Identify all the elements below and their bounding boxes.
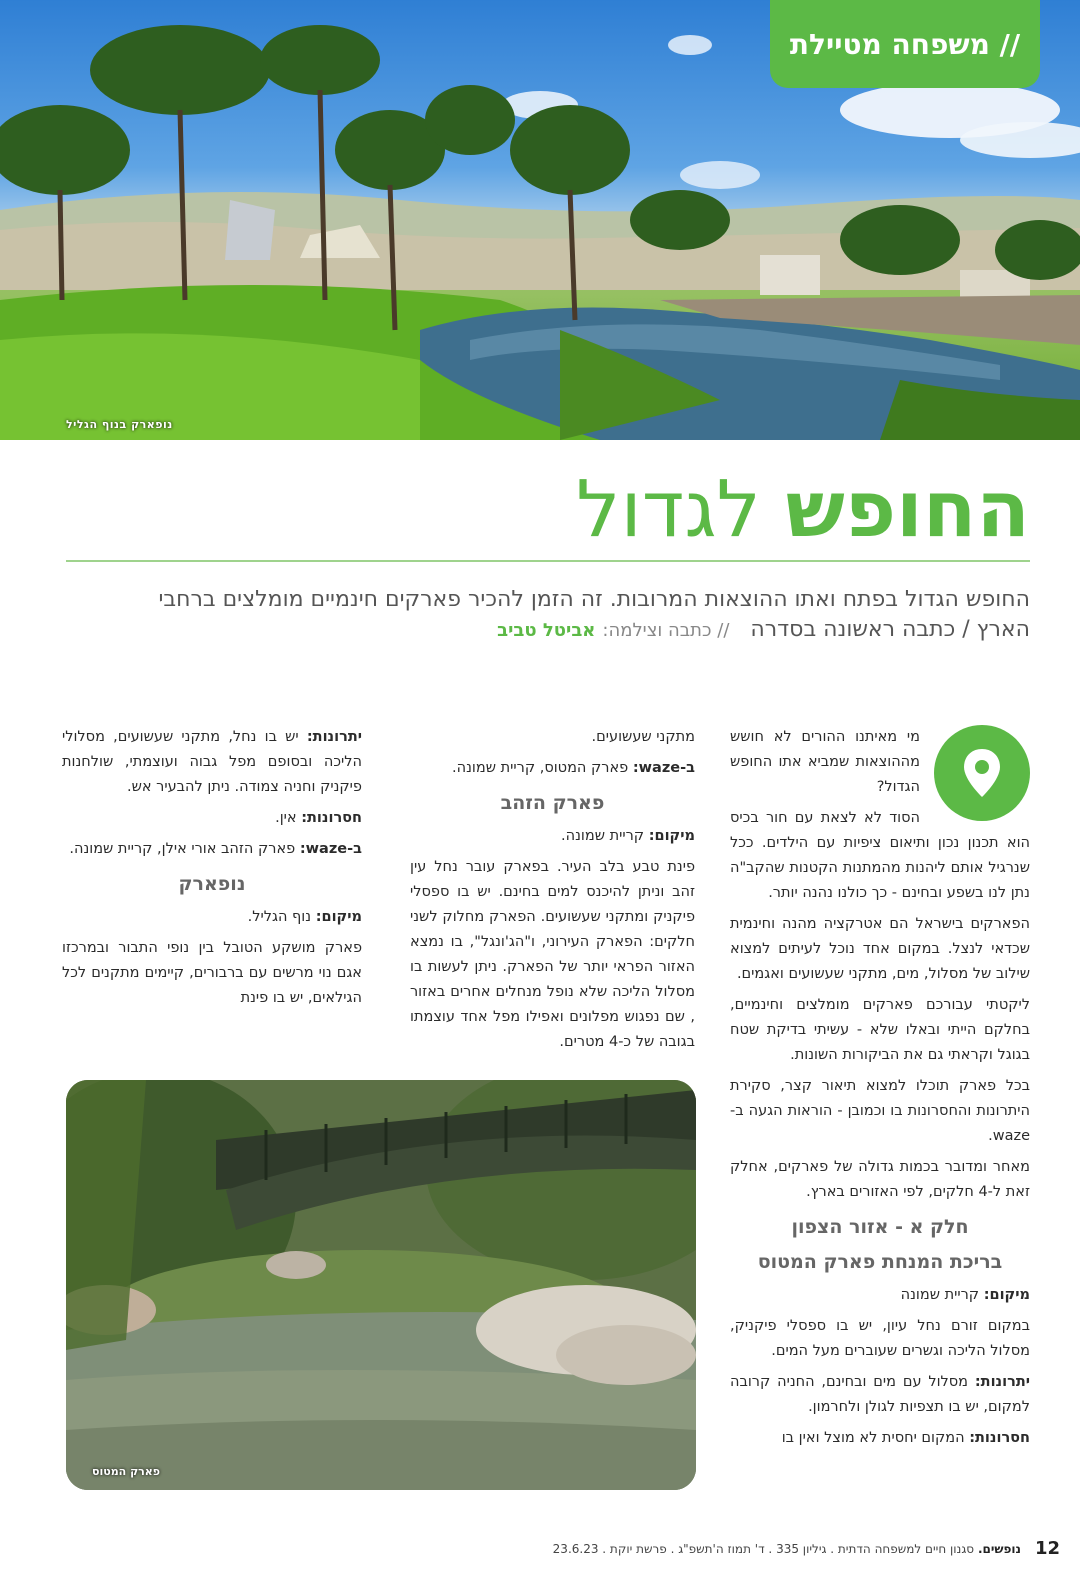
title-light-word: לגדול — [576, 465, 786, 555]
intro-paragraph-1: מי מאיתנו ההורים לא חושש מההוצאות שמביא אתו החופש הגדול? — [730, 729, 920, 795]
park-pros: יתרונות: יש בו נחל, מתקני שעשועים, מסלולי הליכה ובסופם מפל גבוה ועוצמתי, שולחנות פיקניק וחניה צמודה. ניתן להבעיר אש. — [62, 729, 362, 795]
park-waze: ב-waze: פארק הזהב אורי אילן, קריית שמונה. — [69, 841, 362, 857]
park-heading-nofpark: נופארק — [178, 873, 246, 895]
hero-photo-caption: נופארק בנוף הגליל — [66, 418, 173, 431]
intro-paragraph-4: ליקטתי עבורכם פארקים מומלצים וחינמיים, בחלקם הייתי ובאלו שלא - עשיתי בדיקת שטח בגוגל וקראתי גם את הביקורות השונות. — [730, 997, 1030, 1063]
map-pin-icon — [934, 725, 1030, 821]
park-heading-zahav: פארק הזהב — [500, 792, 605, 814]
bridge-photo — [66, 1080, 696, 1490]
park-cons: חסרונות: המקום יחסית לא מוצל ואין בו — [781, 1430, 1030, 1446]
continued-text: מתקני שעשועים. — [591, 729, 695, 745]
park-cons: חסרונות: אין. — [275, 810, 362, 826]
page-number: 12 — [1034, 1538, 1060, 1559]
title-bold-word: החופש — [785, 465, 1030, 555]
author-name: אביטל טביב — [497, 620, 596, 641]
part-heading: חלק א - אזור הצפון — [791, 1216, 969, 1238]
park-location: מיקום: קריית שמונה. — [561, 828, 695, 844]
park-description: במקום זורם נחל עיון, יש בו ספסלי פיקניק, מסלול הליכה וגשרים שעוברים מעל המים. — [730, 1318, 1030, 1359]
park-location: מיקום: נוף הגליל. — [247, 909, 362, 925]
issue-info: סגנון חיים למשפחה הדתית . גיליון 335 . ד' תמוז ה'תשפ"ג . פרשת יוקת . 23.6.23 — [552, 1541, 975, 1556]
intro-paragraph-3: הפארקים בישראל הם אטרקציה מהנה וחינמית שכדאי לנצל. במקום אחד נוכל לעיתים למצוא שילוב של מסלול, מים, מתקני שעשועים ואגמים. — [730, 916, 1030, 982]
park-heading-menachat: בריכת המנחת פארק המטוס — [757, 1251, 1003, 1273]
park-description: פארק מושקע הטובל בין נופי התבור ובמרכזו אגם נוי מרשים עם ברבורים, קיימים מתקנים לכל הגילאים, יש בו פינת — [62, 940, 362, 1006]
park-waze: ב-waze: פארק המטוס, קריית שמונה. — [452, 760, 695, 776]
footer-publication — [553, 1542, 1021, 1556]
column-middle — [410, 725, 695, 1061]
park-description: פינת טבע בלב העיר. בפארק עובר נחל עין זהב וניתן להיכנס למים בחינם. יש בו ספסלי פיקניק ומתקני שעשועים. הפארק מחלוק לשני חלקים: הפארק העירוני, ו"הג'ונגל", בו נמצא האזור הפראי יותר של הפארק. ניתן לעשות בו מסלול הליכה שלא נופל מנחלים אחרים באזור , שם נפגוש מפלונים ואפילו מפל אחד עוצמתו בגובה של כ-4 מטרים. — [410, 859, 695, 1050]
bridge-photo-caption: פארק המטוס — [92, 1465, 161, 1478]
title-divider — [66, 560, 1030, 562]
magazine-name: נופשים. — [977, 1541, 1021, 1556]
column-left — [62, 725, 362, 1017]
intro-paragraph-6: מאחר ומדובר בכמות גדולה של פארקים, אחלק זאת ל-4 חלקים, לפי האזורים בארץ. — [730, 1159, 1030, 1200]
bridge-stream-illustration — [66, 1080, 696, 1490]
lead-text: החופש הגדול בפתח ואתו ההוצאות המרובות. זה הזמן להכיר פארקים חינמיים מומלצים ברחבי הארץ / כתבה ראשונה בסדרה — [158, 587, 1030, 642]
park-pros: יתרונות: מסלול עם מים ובחינם, החניה קרובה למקום, יש בו תצפיות לגולן ולחרמון. — [730, 1374, 1030, 1415]
article-lead — [100, 585, 1030, 646]
intro-paragraph-2: הסוד לא לצאת עם חור בכיס הוא תכנון נכון ותיאום ציפיות עם הילדים. ככל שנרגיל אותם ליהנות מהמתנות הקטנות שהקב"ה נתן לנו בשפע ובחינם - כך כולנו נהנה יותר. — [730, 810, 1030, 901]
park-location: מיקום: קריית שמונה — [900, 1287, 1030, 1303]
section-tab: // משפחה מטיילת — [770, 0, 1040, 88]
page-footer — [553, 1538, 1060, 1559]
intro-paragraph-5: בכל פארק תוכלו למצוא תיאור קצר, סקירת היתרונות והחסרונות בו וכמובן - הוראות הגעה ב-waze. — [730, 1078, 1030, 1144]
column-right — [730, 725, 1030, 1457]
article-title — [576, 460, 1030, 560]
hero-photo — [0, 0, 1080, 440]
credit-label: // כתבה וצילמה: — [602, 620, 730, 641]
